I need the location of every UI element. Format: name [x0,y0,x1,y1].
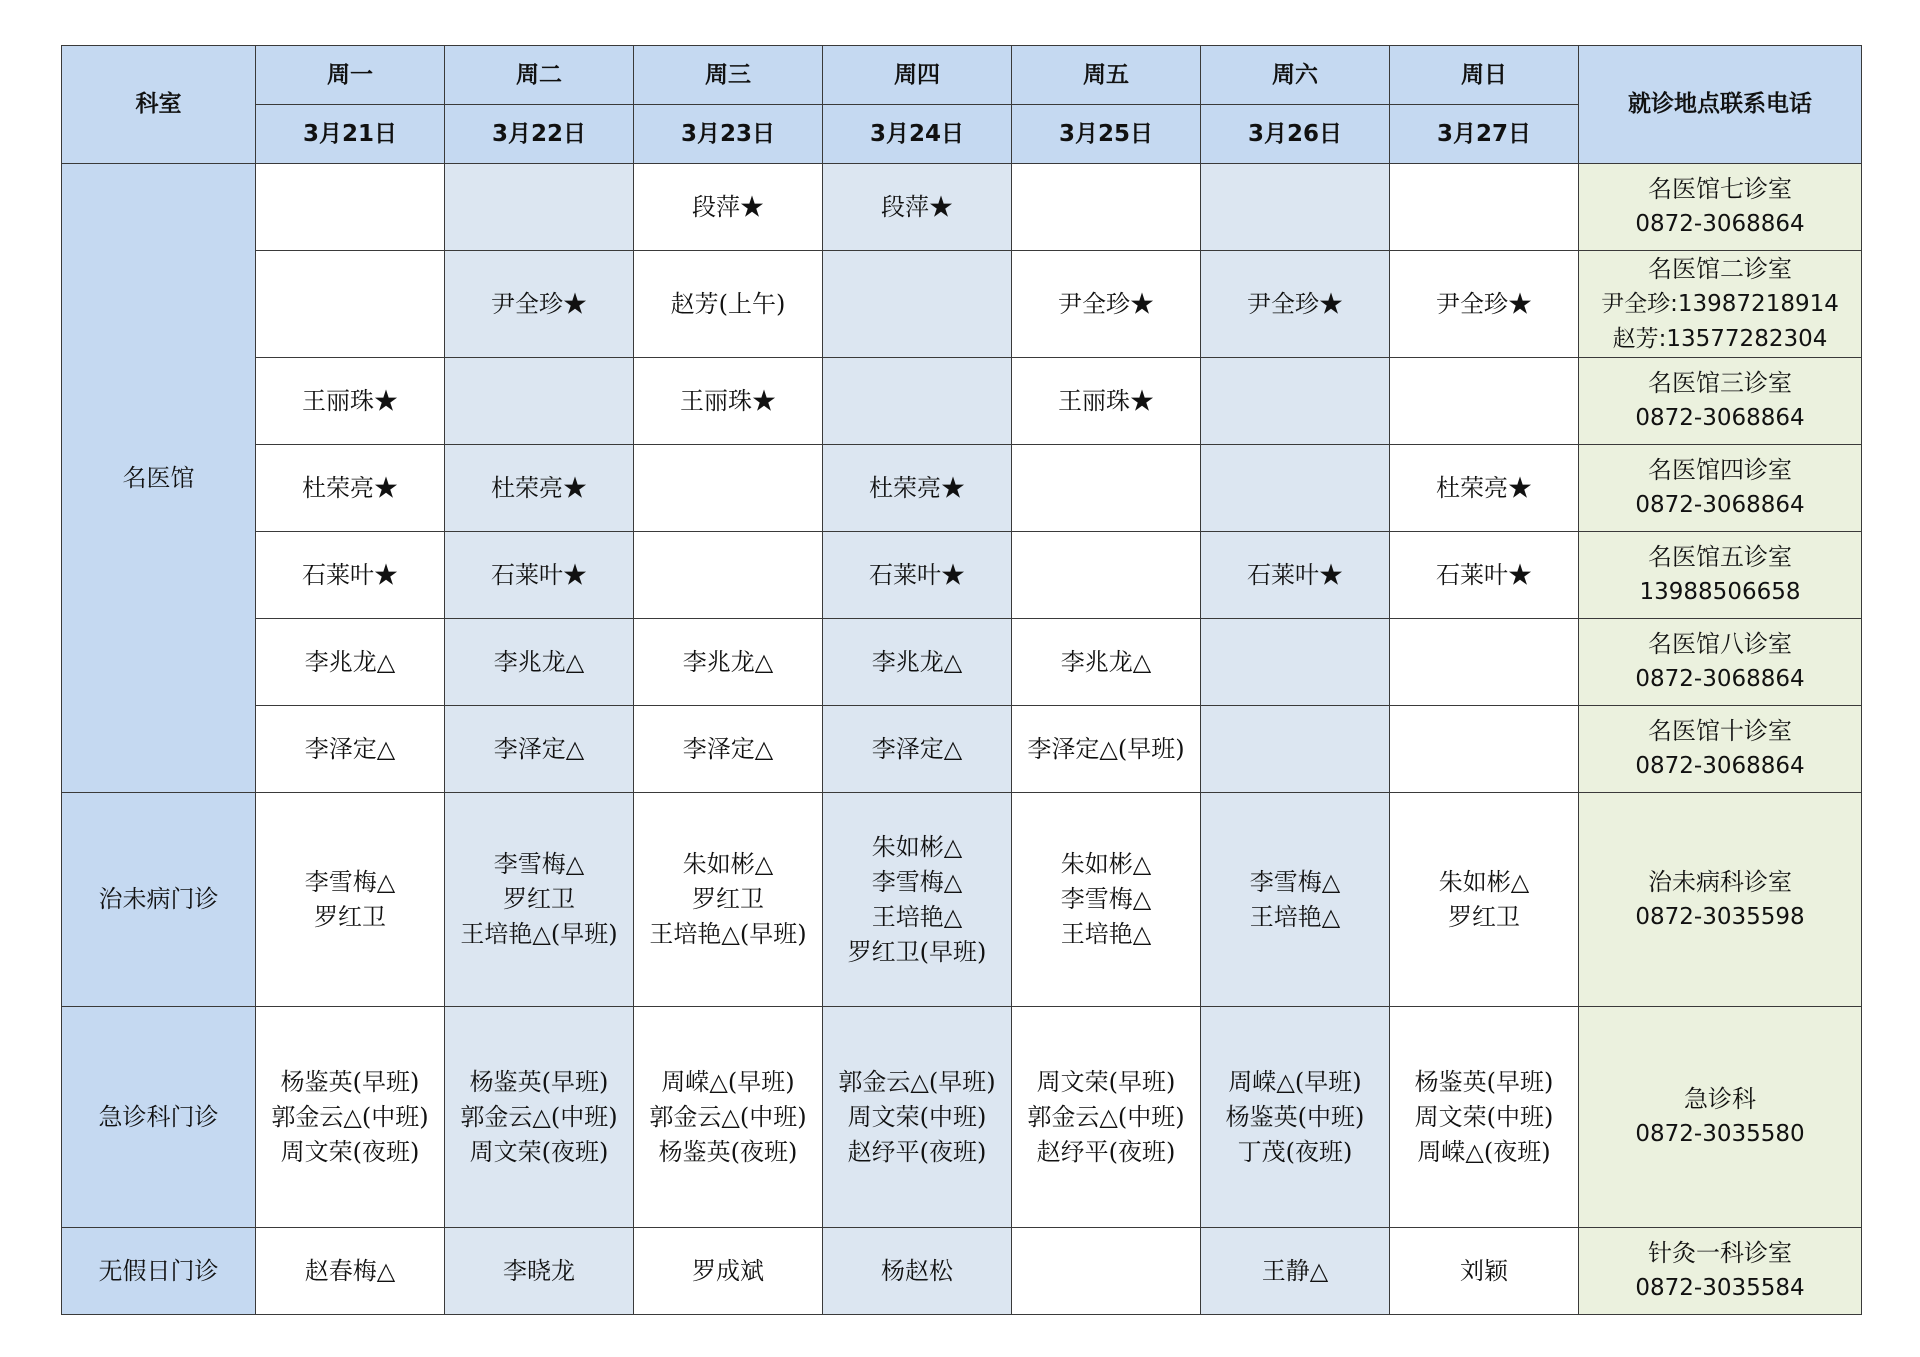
duty-cell [1201,706,1390,793]
duty-cell [1201,619,1390,706]
doctor-entry: 罗红卫 [692,885,764,913]
doctor-entry: 杜荣亮★ [302,473,398,502]
duty-schedule-table [61,45,1862,1315]
duty-cell [1201,532,1390,619]
schedule-row [62,793,1862,1007]
weekday-header: 周一 [256,46,445,105]
doctor-entry: 周文荣(中班) [847,1102,987,1131]
duty-cell [445,532,634,619]
contact-phone: 赵芳:13577282304 [1612,325,1828,352]
duty-cell [823,1228,1012,1315]
header-row-weekdays [62,46,1862,105]
duty-cell [634,619,823,706]
duty-cell [1012,619,1201,706]
contact-phone: 0872-3068864 [1635,666,1805,692]
doctor-entry: 杨鉴英(中班) [1225,1102,1365,1131]
duty-cell [634,706,823,793]
duty-cell [823,164,1012,251]
duty-cell [256,445,445,532]
clinic-room-name: 治未病科诊室 [1648,867,1792,896]
duty-cell [634,164,823,251]
doctor-entry: 朱如彬△ [682,850,774,878]
doctor-entry: 丁茂(夜班) [1237,1137,1353,1166]
schedule-body [62,164,1862,1315]
doctor-entry: 周文荣(早班) [1036,1067,1176,1096]
doctor-entry: 尹全珍★ [1247,289,1343,318]
date-header: 3月22日 [445,105,634,164]
doctor-entry: 周嵘△(早班) [1228,1067,1362,1096]
date-header: 3月25日 [1012,105,1201,164]
department-name: 治未病门诊 [62,793,256,1007]
duty-cell [823,793,1012,1007]
doctor-entry: 尹全珍★ [1436,289,1532,318]
duty-cell [445,793,634,1007]
schedule-row [62,532,1862,619]
doctor-entry: 李泽定△ [682,734,774,763]
doctor-entry: 赵纾平(夜班) [847,1137,987,1166]
duty-cell [1390,619,1579,706]
duty-cell [1390,1007,1579,1228]
duty-cell [1012,793,1201,1007]
location-contact-cell [1579,358,1862,445]
location-contact-cell [1579,532,1862,619]
location-contact-cell [1579,251,1862,358]
doctor-entry: 杨赵松 [881,1256,953,1285]
date-header: 3月24日 [823,105,1012,164]
duty-cell [1012,445,1201,532]
weekday-header: 周三 [634,46,823,105]
duty-cell [1201,1228,1390,1315]
doctor-entry: 李雪梅△ [1249,867,1341,896]
schedule-row [62,1228,1862,1315]
duty-cell [823,1007,1012,1228]
doctor-entry: 尹全珍★ [1058,289,1154,318]
clinic-room-name: 名医馆三诊室 [1648,369,1792,397]
location-contact-cell [1579,445,1862,532]
doctor-entry: 杨鉴英(夜班) [658,1137,798,1166]
location-contact-cell [1579,793,1862,1007]
doctor-entry: 杨鉴英(早班) [280,1067,420,1096]
doctor-entry: 周文荣(夜班) [280,1137,420,1166]
location-contact-cell [1579,1228,1862,1315]
schedule-row [62,1007,1862,1228]
doctor-entry: 罗成斌 [692,1256,764,1285]
doctor-entry: 郭金云△(中班) [460,1102,618,1131]
duty-cell [256,619,445,706]
location-contact-cell [1579,706,1862,793]
duty-cell [823,706,1012,793]
clinic-room-name: 名医馆四诊室 [1648,456,1792,484]
doctor-entry: 王丽珠★ [1058,386,1154,415]
doctor-entry: 李兆龙△ [493,647,585,676]
duty-cell [1390,358,1579,445]
clinic-room-name: 急诊科 [1684,1085,1756,1113]
duty-cell [445,164,634,251]
duty-cell [1012,358,1201,445]
doctor-entry: 王培艳△ [1249,902,1341,931]
duty-cell [823,445,1012,532]
doctor-entry: 李兆龙△ [304,647,396,676]
duty-cell [823,532,1012,619]
duty-cell [1201,164,1390,251]
duty-cell [1390,706,1579,793]
doctor-entry: 李兆龙△ [1060,647,1152,676]
doctor-entry: 罗红卫 [314,902,386,931]
doctor-entry: 李泽定△ [493,734,585,763]
duty-cell [445,445,634,532]
contact-phone: 0872-3035580 [1635,1121,1805,1147]
doctor-entry: 杜荣亮★ [1436,473,1532,502]
duty-cell [1201,1007,1390,1228]
doctor-entry: 王丽珠★ [680,386,776,415]
doctor-entry: 李雪梅△ [493,850,585,878]
doctor-entry: 郭金云△(中班) [271,1102,429,1131]
duty-cell [1012,706,1201,793]
location-contact-cell [1579,164,1862,251]
doctor-entry: 王静△ [1261,1256,1329,1285]
schedule-row [62,164,1862,251]
doctor-entry: 罗红卫 [1448,902,1520,931]
doctor-entry: 赵纾平(夜班) [1036,1137,1176,1166]
clinic-room-name: 名医馆七诊室 [1648,175,1792,203]
date-header: 3月21日 [256,105,445,164]
doctor-entry: 李泽定△ [304,734,396,763]
doctor-entry: 李兆龙△ [682,647,774,676]
schedule-row [62,251,1862,358]
clinic-room-name: 名医馆八诊室 [1648,630,1792,658]
doctor-entry: 石莱叶★ [1436,560,1532,589]
location-contact-cell [1579,1007,1862,1228]
duty-cell [256,358,445,445]
contact-phone: 13988506658 [1639,579,1801,605]
duty-cell [256,706,445,793]
doctor-entry: 王培艳△ [1060,920,1152,948]
duty-cell [634,532,823,619]
contact-phone: 0872-3035598 [1635,903,1805,930]
duty-cell [1012,532,1201,619]
doctor-entry: 罗红卫 [503,885,575,913]
duty-cell [445,1007,634,1228]
doctor-entry: 石莱叶★ [1247,560,1343,589]
clinic-room-name: 名医馆五诊室 [1648,543,1792,571]
contact-phone: 0872-3068864 [1635,211,1805,237]
doctor-entry: 杜荣亮★ [491,473,587,502]
contact-phone: 0872-3068864 [1635,753,1805,779]
duty-cell [634,251,823,358]
duty-cell [256,793,445,1007]
doctor-entry: 石莱叶★ [869,560,965,589]
duty-cell [823,251,1012,358]
doctor-entry: 尹全珍★ [491,289,587,318]
duty-cell [634,1007,823,1228]
doctor-entry: 王培艳△(早班) [649,920,807,948]
department-name: 名医馆 [62,164,256,793]
duty-cell [1201,251,1390,358]
doctor-entry: 王培艳△(早班) [460,920,618,948]
dept-column-header: 科室 [62,46,256,164]
duty-cell [634,793,823,1007]
weekday-header: 周二 [445,46,634,105]
weekday-header: 周六 [1201,46,1390,105]
duty-cell [1390,445,1579,532]
schedule-row [62,445,1862,532]
doctor-entry: 石莱叶★ [491,560,587,589]
doctor-entry: 周文荣(夜班) [469,1137,609,1166]
duty-cell [445,251,634,358]
doctor-entry: 郭金云△(中班) [649,1102,807,1131]
doctor-entry: 石莱叶★ [302,560,398,589]
doctor-entry: 李兆龙△ [871,647,963,676]
duty-cell [634,1228,823,1315]
weekday-header: 周四 [823,46,1012,105]
doctor-entry: 周嵘△(夜班) [1417,1137,1551,1166]
date-header: 3月23日 [634,105,823,164]
duty-cell [1390,793,1579,1007]
duty-cell [256,532,445,619]
duty-cell [1201,445,1390,532]
doctor-entry: 李晓龙 [503,1256,575,1285]
duty-cell [445,1228,634,1315]
date-header: 3月26日 [1201,105,1390,164]
doctor-entry: 段萍★ [881,192,953,221]
doctor-entry: 郭金云△(中班) [1027,1102,1185,1131]
doctor-entry: 赵春梅△ [304,1256,396,1285]
doctor-entry: 杨鉴英(早班) [1414,1067,1554,1096]
doctor-entry: 周文荣(中班) [1414,1102,1554,1131]
doctor-entry: 周嵘△(早班) [661,1067,795,1096]
doctor-entry: 王丽珠★ [302,386,398,415]
doctor-entry: 杨鉴英(早班) [469,1067,609,1096]
duty-cell [634,358,823,445]
duty-cell [1390,532,1579,619]
doctor-entry: 朱如彬△ [1060,850,1152,878]
doctor-entry: 郭金云△(早班) [838,1067,996,1096]
duty-cell [445,619,634,706]
duty-cell [256,251,445,358]
contact-phone: 0872-3035584 [1635,1275,1805,1301]
duty-cell [1390,164,1579,251]
duty-cell [1012,1007,1201,1228]
duty-cell [1201,793,1390,1007]
duty-cell [256,1228,445,1315]
clinic-room-name: 针灸一科诊室 [1648,1239,1792,1267]
doctor-entry: 朱如彬△ [871,832,963,861]
location-contact-cell [1579,619,1862,706]
doctor-entry: 李雪梅△ [1060,885,1152,913]
schedule-row [62,358,1862,445]
doctor-entry: 李泽定△ [871,734,963,763]
weekday-header: 周日 [1390,46,1579,105]
doctor-entry: 李雪梅△ [871,867,963,896]
duty-cell [1390,1228,1579,1315]
duty-cell [1012,1228,1201,1315]
duty-cell [1201,358,1390,445]
duty-cell [445,706,634,793]
contact-phone: 0872-3068864 [1635,492,1805,518]
doctor-entry: 刘颖 [1460,1256,1508,1285]
duty-cell [634,445,823,532]
location-column-header: 就诊地点联系电话 [1579,46,1862,164]
schedule-row [62,619,1862,706]
doctor-entry: 李泽定△(早班) [1027,734,1185,763]
doctor-entry: 段萍★ [692,192,764,221]
duty-cell [256,1007,445,1228]
duty-cell [445,358,634,445]
department-name: 急诊科门诊 [62,1007,256,1228]
contact-phone: 0872-3068864 [1635,405,1805,431]
doctor-entry: 罗红卫(早班) [847,937,987,966]
contact-phone: 尹全珍:13987218914 [1601,290,1839,317]
duty-cell [823,358,1012,445]
department-name: 无假日门诊 [62,1228,256,1315]
clinic-room-name: 名医馆二诊室 [1648,254,1792,283]
weekday-header: 周五 [1012,46,1201,105]
doctor-entry: 王培艳△ [871,902,963,931]
duty-cell [1390,251,1579,358]
doctor-entry: 杜荣亮★ [869,473,965,502]
clinic-room-name: 名医馆十诊室 [1648,717,1792,745]
doctor-entry: 朱如彬△ [1438,867,1530,896]
doctor-entry: 赵芳(上午) [670,289,786,318]
duty-cell [1012,164,1201,251]
duty-cell [1012,251,1201,358]
duty-cell [256,164,445,251]
doctor-entry: 李雪梅△ [304,867,396,896]
duty-cell [823,619,1012,706]
date-header: 3月27日 [1390,105,1579,164]
schedule-row [62,706,1862,793]
